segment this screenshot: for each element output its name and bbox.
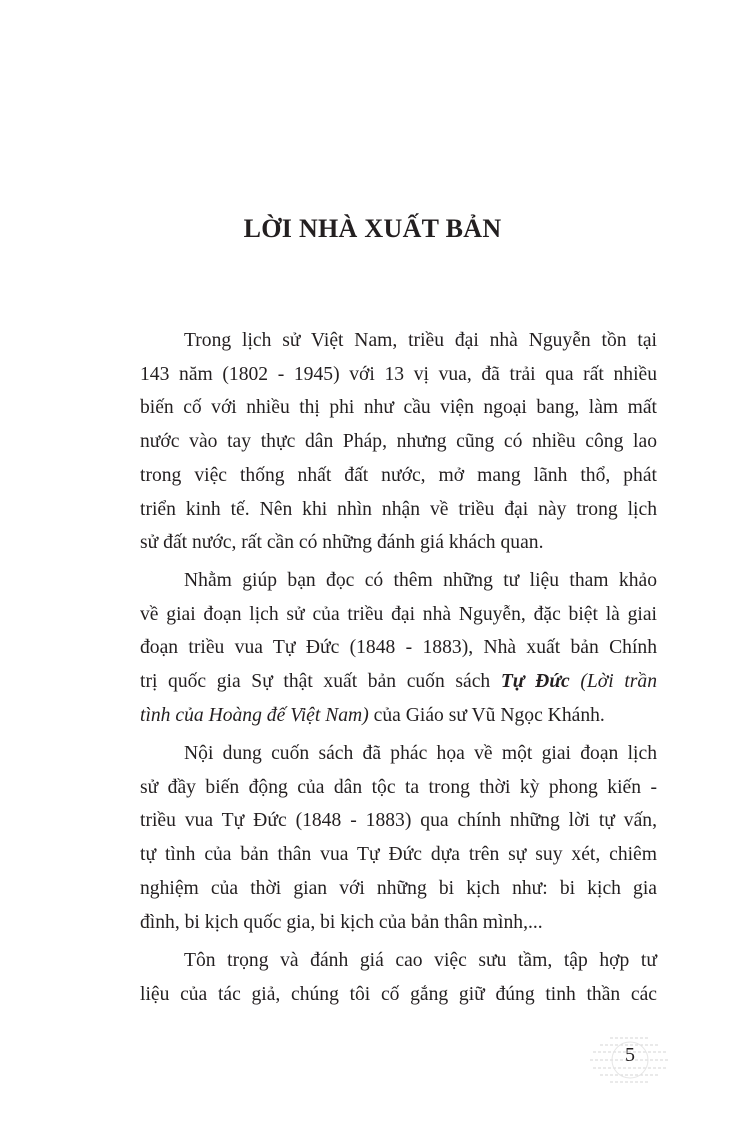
text-span: đoạn triều vua Tự Đức (1848 - 1883), Nhà xuất bản Chính	[140, 637, 657, 659]
text-span: Tôn trọng và đánh giá cao việc sưu tầm, tập hợp tư	[184, 950, 657, 971]
text-line	[140, 949, 657, 973]
text-line	[140, 742, 657, 766]
text-span: 143 năm (1802 - 1945) với 13 vị vua, đã trải qua rất nhiều	[140, 363, 657, 385]
text-span: của Giáo sư Vũ Ngọc Khánh.	[368, 704, 605, 726]
text-line	[140, 603, 657, 627]
text-line	[140, 531, 657, 555]
text-span: triều vua Tự Đức (1848 - 1883) qua chính những lời tự vấn,	[140, 810, 657, 832]
text-line	[140, 877, 657, 901]
emphasis-text: (Lời trần	[569, 671, 657, 693]
text-line	[140, 329, 657, 353]
text-line	[140, 396, 657, 420]
text-span: sử đất nước, rất cần có những đánh giá khách quan.	[140, 532, 544, 554]
text-span: tự tình của bản thân vua Tự Đức dựa trên sự suy xét, chiêm	[140, 844, 657, 866]
text-line	[140, 464, 657, 488]
text-line	[140, 363, 657, 387]
text-line	[140, 569, 657, 593]
text-span: đình, bi kịch quốc gia, bi kịch của bản thân mình,...	[140, 911, 543, 933]
emphasis-text: Tự Đức	[500, 671, 570, 693]
text-span: trị quốc gia Sự thật xuất bản cuốn sách	[140, 671, 501, 693]
text-span: Nội dung cuốn sách đã phác họa về một giai đoạn lịch	[184, 743, 657, 764]
text-line	[140, 843, 657, 867]
emphasis-text: tình của Hoàng đế Việt Nam)	[140, 704, 369, 726]
text-span: triển kinh tế. Nên khi nhìn nhận về triều đại này trong lịch	[140, 498, 657, 520]
text-line	[140, 704, 657, 728]
text-span: sử đầy biến động của dân tộc ta trong thời kỳ phong kiến -	[140, 776, 657, 798]
text-line	[140, 776, 657, 800]
text-span: Trong lịch sử Việt Nam, triều đại nhà Nguyễn tồn tại	[184, 330, 657, 351]
text-line	[140, 636, 657, 660]
text-span: liệu của tác giả, chúng tôi cố gắng giữ đúng tinh thần các	[140, 983, 657, 1005]
text-line	[140, 670, 657, 694]
text-line	[140, 983, 657, 1007]
text-line	[140, 430, 657, 454]
text-span: biến cố với nhiều thị phi như cầu viện ngoại bang, làm mất	[140, 397, 657, 419]
text-line	[140, 809, 657, 833]
text-span: trong việc thống nhất đất nước, mở mang lãnh thổ, phát	[140, 464, 657, 486]
page-number: 5	[625, 1044, 635, 1066]
text-span: về giai đoạn lịch sử của triều đại nhà Nguyễn, đặc biệt là giai	[140, 603, 657, 625]
text-line	[140, 498, 657, 522]
text-span: nước vào tay thực dân Pháp, nhưng cũng có nhiều công lao	[140, 431, 657, 453]
text-span: nghiệm của thời gian với những bi kịch như: bi kịch gia	[140, 877, 657, 899]
page-title: LỜI NHÀ XUẤT BẢN	[243, 214, 502, 243]
text-line	[140, 911, 657, 935]
text-span: Nhằm giúp bạn đọc có thêm những tư liệu tham khảo	[184, 570, 657, 591]
